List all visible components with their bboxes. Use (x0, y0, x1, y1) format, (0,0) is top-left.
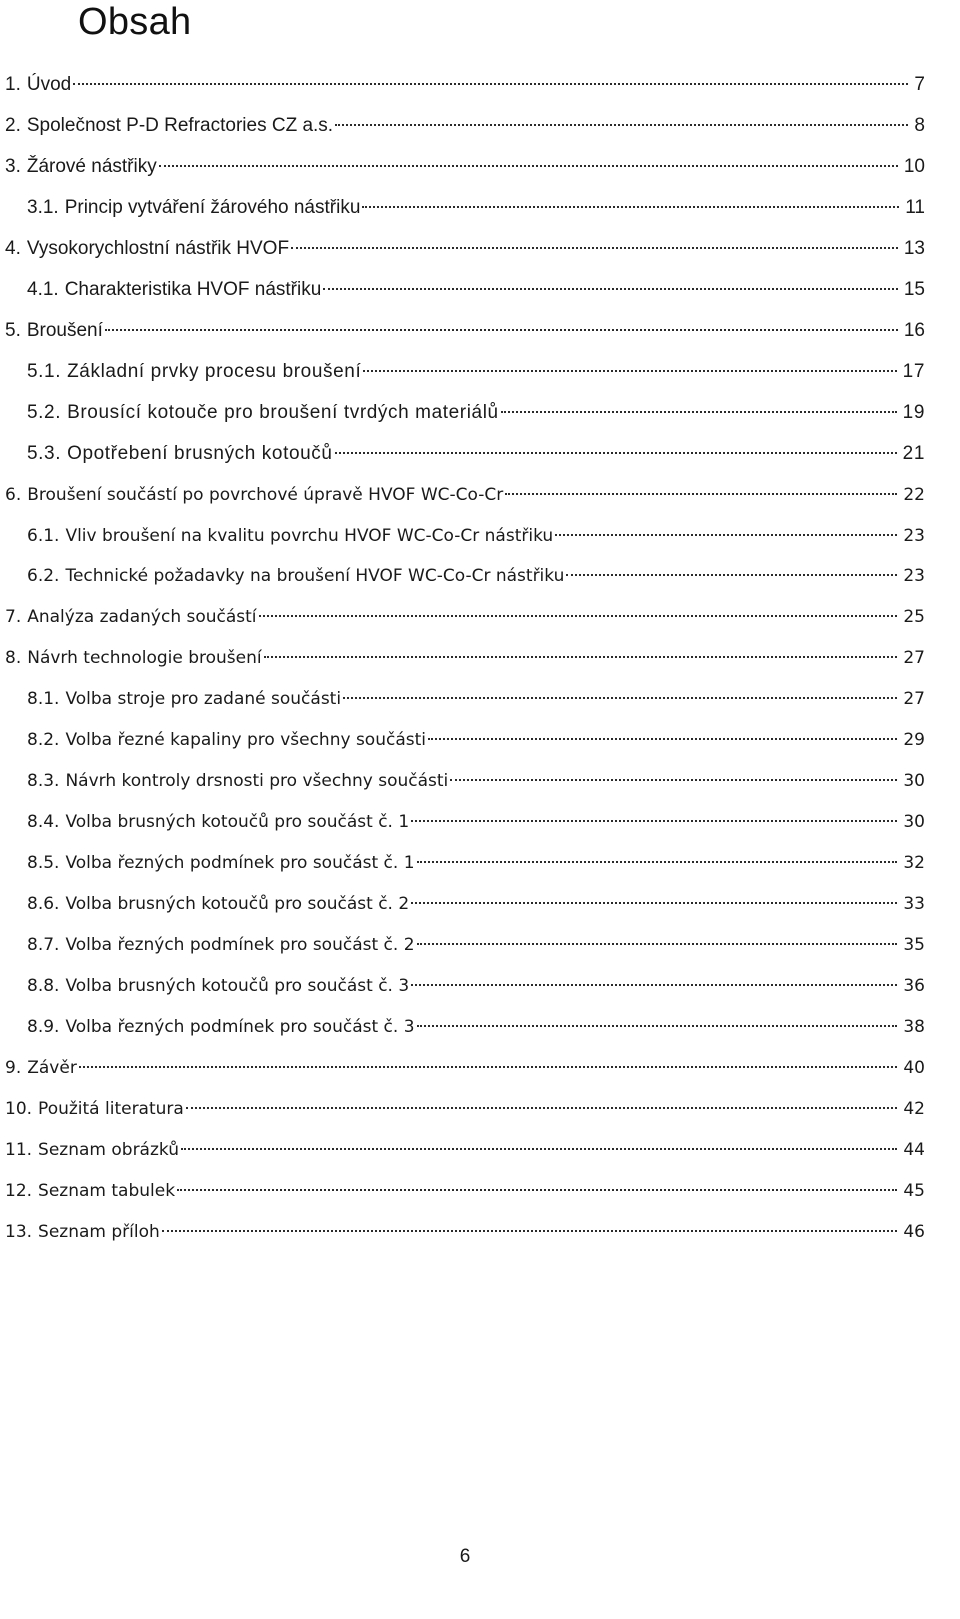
dot-leader (417, 1005, 898, 1027)
dot-leader (291, 227, 898, 249)
dot-leader (417, 841, 898, 863)
toc-entry-3[interactable] (0, 150, 960, 178)
toc-entry-10[interactable] (0, 1092, 960, 1120)
toc-page-number: 11 (905, 197, 925, 218)
toc-entry-5-2[interactable] (0, 396, 960, 424)
toc-title: Seznam obrázků (38, 1140, 179, 1160)
dot-leader (363, 350, 896, 372)
toc-number: 5. (5, 320, 21, 341)
toc-title: Volba řezných podmínek pro součást č. 3 (65, 1017, 415, 1037)
toc-page-number: 38 (903, 1017, 925, 1037)
toc-entry-6[interactable] (0, 478, 960, 506)
toc-entry-8-6[interactable] (0, 887, 960, 915)
toc-entry-5-1[interactable] (0, 355, 960, 383)
toc-number: 8.1. (27, 689, 60, 709)
toc-page-number: 44 (903, 1140, 925, 1160)
toc-page-number: 22 (903, 485, 925, 505)
toc-title: Technické požadavky na broušení HVOF WC-Co-Cr nástřiku (65, 566, 565, 586)
toc-title: Volba brusných kotoučů pro součást č. 2 (65, 894, 410, 914)
toc-title: Volba brusných kotoučů pro součást č. 1 (65, 812, 410, 832)
toc-title: Návrh kontroly drsnosti pro všechny součásti (65, 771, 449, 791)
dot-leader (105, 309, 898, 331)
toc-title: Broušení (26, 320, 103, 341)
toc-number: 8.7. (27, 935, 60, 955)
toc-entry-4-1[interactable] (0, 273, 960, 301)
toc-number: 12. (5, 1181, 33, 1201)
dot-leader (343, 677, 897, 699)
dot-leader (159, 145, 898, 167)
dot-leader (362, 186, 899, 208)
toc-entry-4[interactable] (0, 232, 960, 260)
toc-page-number: 35 (903, 935, 925, 955)
toc-number: 6. (5, 485, 22, 505)
dot-leader (73, 63, 908, 85)
toc-title: Seznam příloh (38, 1222, 160, 1242)
toc-page-number: 15 (903, 279, 925, 300)
dot-leader (323, 268, 898, 290)
dot-leader (335, 104, 908, 126)
dot-leader (450, 759, 897, 781)
toc-page-number: 23 (903, 526, 925, 546)
dot-leader (259, 595, 898, 617)
dot-leader (79, 1046, 898, 1068)
toc-title: Základní prvky procesu broušení (67, 361, 362, 382)
toc-page-number: 10 (903, 156, 925, 177)
toc-page-number: 33 (903, 894, 925, 914)
toc-page-number: 30 (903, 812, 925, 832)
toc-entry-2[interactable] (0, 109, 960, 137)
toc-entry-9[interactable] (0, 1051, 960, 1079)
toc-entry-8-1[interactable] (0, 682, 960, 710)
dot-leader (501, 391, 897, 413)
toc-entry-3-1[interactable] (0, 191, 960, 219)
toc-title: Princip vytváření žárového nástřiku (64, 197, 361, 218)
toc-number: 8.3. (27, 771, 60, 791)
toc-number: 4.1. (27, 279, 59, 300)
toc-title: Volba řezných podmínek pro součást č. 2 (65, 935, 415, 955)
toc-title: Závěr (27, 1058, 77, 1078)
toc-entry-13[interactable] (0, 1215, 960, 1243)
toc-title: Volba stroje pro zadané součásti (65, 689, 342, 709)
toc-title: Vysokorychlostní nástřik HVOF (26, 238, 290, 259)
toc-number: 8.4. (27, 812, 60, 832)
toc-entry-5[interactable] (0, 314, 960, 342)
toc-title: Seznam tabulek (38, 1181, 176, 1201)
toc-page-number: 40 (903, 1058, 925, 1078)
dot-leader (411, 800, 897, 822)
toc-title: Charakteristika HVOF nástřiku (64, 279, 322, 300)
toc-number: 1. (5, 74, 21, 95)
dot-leader (555, 514, 897, 536)
toc-title: Volba brusných kotoučů pro součást č. 3 (65, 976, 410, 996)
toc-entry-6-1[interactable] (0, 519, 960, 547)
dot-leader (335, 432, 897, 454)
toc-entry-8-2[interactable] (0, 723, 960, 751)
toc-page-number: 7 (914, 74, 925, 95)
toc-entry-8-5[interactable] (0, 846, 960, 874)
toc-title: Žárové nástřiky (26, 156, 157, 177)
toc-number: 8. (5, 648, 22, 668)
toc-page-number: 21 (902, 443, 925, 464)
toc-entry-8-7[interactable] (0, 928, 960, 956)
toc-entry-6-2[interactable] (0, 559, 960, 587)
toc-page-number: 45 (903, 1181, 925, 1201)
dot-leader (186, 1087, 898, 1109)
toc-title: Volba řezných podmínek pro součást č. 1 (65, 853, 415, 873)
toc-page-number: 32 (903, 853, 925, 873)
toc-entry-8-9[interactable] (0, 1010, 960, 1038)
toc-number: 8.8. (27, 976, 60, 996)
dot-leader (505, 473, 897, 495)
toc-entry-8[interactable] (0, 641, 960, 669)
toc-page-number: 23 (903, 566, 925, 586)
toc-entry-12[interactable] (0, 1174, 960, 1202)
toc-entry-8-3[interactable] (0, 764, 960, 792)
toc-number: 8.2. (27, 730, 60, 750)
toc-title: Společnost P-D Refractories CZ a.s. (26, 115, 334, 136)
dot-leader (181, 1128, 897, 1150)
toc-page-number: 29 (903, 730, 925, 750)
toc-number: 8.6. (27, 894, 60, 914)
toc-page-number: 25 (903, 607, 925, 627)
dot-leader (417, 923, 898, 945)
toc-page-number: 42 (903, 1099, 925, 1119)
toc-entry-8-4[interactable] (0, 805, 960, 833)
toc-page-number: 27 (903, 648, 925, 668)
toc-number: 9. (5, 1058, 22, 1078)
toc-number: 4. (5, 238, 21, 259)
page-title: Obsah (78, 1, 192, 43)
toc-page-number: 16 (903, 320, 925, 341)
toc-title: Návrh technologie broušení (27, 648, 262, 668)
toc-page-number: 46 (903, 1222, 925, 1242)
toc-page-number: 19 (902, 402, 925, 423)
toc-page-number: 13 (903, 238, 925, 259)
toc-title: Vliv broušení na kvalitu povrchu HVOF WC-Co-Cr nástřiku (65, 526, 554, 546)
toc-entry-5-3[interactable] (0, 437, 960, 465)
dot-leader (264, 636, 898, 658)
toc-entry-11[interactable] (0, 1133, 960, 1161)
dot-leader (177, 1169, 897, 1191)
toc-number: 6.1. (27, 526, 60, 546)
toc-page-number: 8 (914, 115, 925, 136)
toc-number: 8.9. (27, 1017, 60, 1037)
page-number-footer: 6 (459, 1546, 471, 1567)
toc-number: 5.2. (27, 402, 62, 423)
toc-number: 3. (5, 156, 21, 177)
toc-title: Použitá literatura (38, 1099, 184, 1119)
toc-number: 2. (5, 115, 21, 136)
dot-leader (411, 964, 897, 986)
toc-entry-1[interactable] (0, 68, 960, 96)
toc-title: Analýza zadaných součástí (27, 607, 257, 627)
dot-leader (162, 1210, 898, 1232)
toc-number: 13. (5, 1222, 33, 1242)
toc-title: Opotřebení brusných kotoučů (67, 443, 333, 464)
toc-number: 5.1. (27, 361, 62, 382)
toc-number: 7. (5, 607, 22, 627)
toc-entry-7[interactable] (0, 600, 960, 628)
toc-page-number: 27 (903, 689, 925, 709)
dot-leader (428, 718, 897, 740)
dot-leader (411, 882, 897, 904)
dot-leader (566, 554, 897, 576)
toc-number: 3.1. (27, 197, 59, 218)
toc-page-number: 30 (903, 771, 925, 791)
toc-number: 11. (5, 1140, 33, 1160)
toc-title: Volba řezné kapaliny pro všechny součásti (65, 730, 426, 750)
toc-title: Úvod (26, 74, 72, 95)
toc-number: 5.3. (27, 443, 62, 464)
toc-title: Brousící kotouče pro broušení tvrdých materiálů (67, 402, 499, 423)
toc-number: 6.2. (27, 566, 60, 586)
toc-page-number: 36 (903, 976, 925, 996)
toc-title: Broušení součástí po povrchové úpravě HVOF WC-Co-Cr (27, 485, 504, 505)
toc-number: 10. (5, 1099, 33, 1119)
toc-number: 8.5. (27, 853, 60, 873)
toc-entry-8-8[interactable] (0, 969, 960, 997)
toc-page-number: 17 (902, 361, 925, 382)
